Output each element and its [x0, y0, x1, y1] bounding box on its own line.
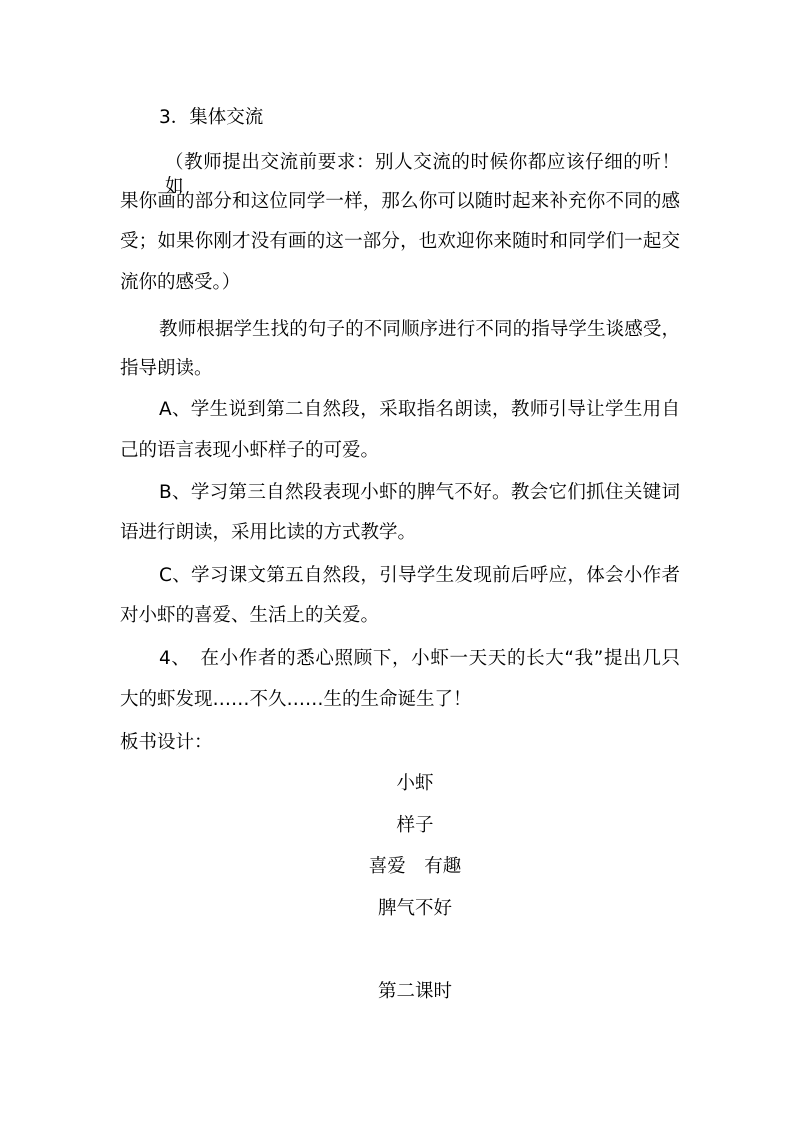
list-item-a: A、学生说到第二自然段，采取指名朗读，教师引导让学生用自 — [159, 399, 680, 420]
list-item-a-cont: 己的语言表现小虾样子的可爱。 — [120, 440, 380, 461]
paragraph-line: 指导朗读。 — [120, 358, 213, 379]
paragraph-line: 流你的感受。） — [120, 272, 241, 293]
list-item-c: C、学习课文第五自然段，引导学生发现前后呼应，体会小作者 — [159, 565, 680, 586]
next-lesson-heading: 第二课时 — [377, 981, 452, 1002]
section-heading: 3．集体交流 — [159, 107, 264, 128]
board-design-label: 板书设计： — [120, 732, 213, 753]
board-item: 脾气不好 — [377, 898, 452, 919]
list-item-b-cont: 语进行朗读，采用比读的方式教学。 — [120, 522, 417, 543]
board-item: 喜爱 有趣 — [368, 856, 462, 877]
paragraph-line: （教师提出交流前要求：别人交流的时候你都应该仔细的听！如 — [165, 152, 680, 197]
board-item: 样子 — [396, 815, 434, 836]
paragraph-line: 果你画的部分和这位同学一样，那么你可以随时起来补充你不同的感 — [120, 191, 680, 212]
list-item-4: 4、 在小作者的悉心照顾下，小虾一天天的长大“我”提出几只 — [159, 648, 680, 669]
board-title: 小虾 — [396, 773, 434, 794]
list-item-b: B、学习第三自然段表现小虾的脾气不好。教会它们抓住关键词 — [159, 482, 680, 503]
paragraph-line: 受；如果你刚才没有画的这一部分，也欢迎你来随时和同学们一起交 — [120, 231, 680, 252]
list-item-4-cont: 大的虾发现……不久……生的生命诞生了！ — [120, 689, 472, 710]
paragraph-line: 教师根据学生找的句子的不同顺序进行不同的指导学生谈感受， — [159, 319, 680, 340]
list-item-c-cont: 对小虾的喜爱、生活上的关爱。 — [120, 605, 380, 626]
